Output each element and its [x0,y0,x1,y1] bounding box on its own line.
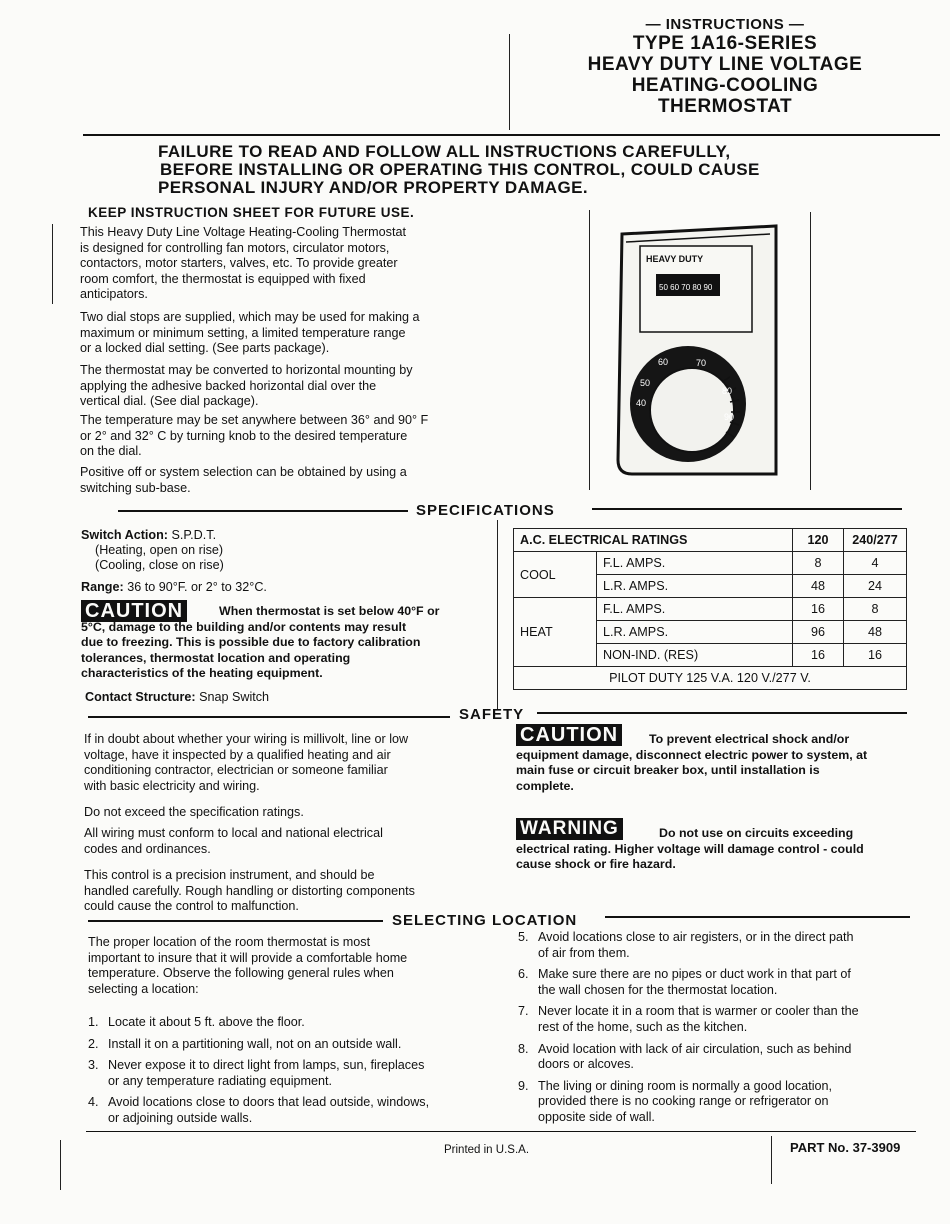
location-list-right [518,930,913,1132]
warning-text: Do not use on circuits exceeding electrical rating. Higher voltage will damage control - could cause shock or fire hazard. [516,826,864,872]
safety-rule-right [537,712,907,717]
table-cell: L.R. AMPS. [597,621,793,644]
safety-paragraph: If in doubt about whether your wiring is millivolt, line or low voltage, have it inspected by a qualified heating and air conditioning contractor, electrician or someone familiar with basic electricity and wiring. [84,732,409,793]
table-cell: 16 [793,644,844,667]
heat-label: HEAT [514,598,597,667]
table-cell: L.R. AMPS. [597,575,793,598]
failure-line: PERSONAL INJURY AND/OR PROPERTY DAMAGE. [158,178,588,197]
spec-divider [497,520,498,710]
safety-caution-badge: CAUTION [516,724,622,746]
location-intro: The proper location of the room thermostat is most important to insure that it will provide a comfortable home temperature. Observe the following general rules when selecting a location: [88,935,408,996]
thermostat-illustration [600,212,800,492]
contact-structure: Contact Structure: Snap Switch [85,690,270,704]
footer-divider [771,1136,772,1184]
switch-action: Switch Action: S.P.D.T. [81,528,217,542]
dial-mark: 60 [658,357,669,367]
location-rule-right [605,916,910,921]
list-item: 7. Never locate it in a room that is warmer or cooler than the rest of the home, such as the kitchen. [518,1004,859,1034]
table-cell: 24 [844,575,907,598]
title-line: HEATING-COOLING [631,75,819,96]
dial-mark: 80 [722,386,733,396]
document-header [560,16,890,117]
failure-warning [158,143,848,197]
table-cell: 48 [844,621,907,644]
cool-label: COOL [514,552,597,598]
table-cell: 8 [793,552,844,575]
pilot-duty: PILOT DUTY 125 V.A. 120 V./277 V. [514,667,907,690]
spec-rule-left [118,510,408,515]
table-row [514,552,907,575]
illustration-frame-right [810,212,811,490]
table-header-row [514,529,907,552]
warning-badge: WARNING [516,818,623,840]
keep-notice: KEEP INSTRUCTION SHEET FOR FUTURE USE. [88,205,415,220]
safety-paragraph: Do not exceed the specification ratings. [84,805,304,819]
table-row [514,598,907,621]
location-rule-left [88,920,383,925]
left-margin-line [52,224,53,304]
location-list-left [88,1015,483,1133]
table-row [514,667,907,690]
table-cell: 16 [793,598,844,621]
list-item: 9. The living or dining room is normally a good location, provided there is no cooking range or refrigerator on opposite side of wall. [518,1078,833,1124]
safety-heading: SAFETY [459,706,525,723]
intro-paragraph: The thermostat may be converted to horizontal mounting by applying the adhesive backed horizontal dial over the vertical dial. (See dial package). [80,363,413,409]
table-cell: F.L. AMPS. [597,552,793,575]
dial-mark: 50 [640,378,651,388]
table-cell: 4 [844,552,907,575]
failure-line: BEFORE INSTALLING OR OPERATING THIS CONTROL, COULD CAUSE [160,160,760,179]
list-item: 3. Never expose it to direct light from lamps, sun, fireplaces or any temperature radiating equipment. [88,1058,425,1088]
list-item: 8. Avoid location with lack of air circulation, such as behind doors or alcoves. [518,1041,852,1072]
dial-mark: 70 [696,358,707,368]
list-item: 2. Install it on a partitioning wall, not on an outside wall. [88,1036,402,1051]
table-header-cell: A.C. ELECTRICAL RATINGS [514,529,793,552]
header-divider [509,34,510,130]
device-brand-label: HEAVY DUTY [646,254,704,264]
dial-mark: 90 [724,412,735,422]
table-cell: 48 [793,575,844,598]
list-item: 4. Avoid locations close to doors that lead outside, windows, or adjoining outside walls. [88,1095,430,1125]
intro-paragraph: The temperature may be set anywhere between 36° and 90° F or 2° and 32° C by turning knob to the desired temperature on the dial. [80,413,429,459]
instructions-label: — INSTRUCTIONS — [645,16,805,33]
safety-paragraph: This control is a precision instrument, and should be handled carefully. Rough handling or distorting components could cause the control to malfunction. [84,868,415,914]
dial-mark: 40 [636,398,647,408]
table-cell: 96 [793,621,844,644]
ratings-table [513,528,907,690]
safety-paragraph: All wiring must conform to local and national electrical codes and ordinances. [84,826,383,856]
title-line: HEAVY DUTY LINE VOLTAGE [587,54,863,75]
safety-caution-text: To prevent electrical shock and/or equipment damage, disconnect electric power to system, at main fuse or circuit breaker box, until installation is complete. [516,732,868,793]
table-header-cell: 120 [793,529,844,552]
device-scale: 50 60 70 80 90 [659,283,713,292]
switch-cooling: (Cooling, close on rise) [95,558,224,572]
list-item: 1. Locate it about 5 ft. above the floor. [88,1015,305,1029]
left-margin-line-2 [60,1140,61,1190]
part-number: PART No. 37-3909 [790,1140,901,1155]
list-item: 6. Make sure there are no pipes or duct work in that part of the wall chosen for the thermostat location. [518,967,851,997]
table-cell: 8 [844,598,907,621]
illustration-frame-left [589,210,590,490]
switch-heating: (Heating, open on rise) [95,543,224,557]
caution-text: When thermostat is set below 40°F or 5°C, damage to the building and/or contents may result due to freezing. This is possible due to factory calibration tolerances, thermostat location and operating characteristics of the heating equipment. [81,604,440,681]
failure-line: FAILURE TO READ AND FOLLOW ALL INSTRUCTIONS CAREFULLY, [158,142,731,161]
table-cell: F.L. AMPS. [597,598,793,621]
list-item: 5. Avoid locations close to air registers, or in the direct path of air from them. [518,930,854,960]
header-rule [83,134,940,136]
table-header-cell: 240/277 [844,529,907,552]
location-heading: SELECTING LOCATION [392,912,578,929]
caution-badge: CAUTION [81,600,187,622]
table-cell: 16 [844,644,907,667]
spec-rule-right [592,508,902,513]
title-line: TYPE 1A16-SERIES [632,33,818,54]
intro-paragraph: Positive off or system selection can be obtained by using a switching sub-base. [80,465,407,495]
intro-paragraph: This Heavy Duty Line Voltage Heating-Cooling Thermostat is designed for controlling fan motors, circulator motors, contactors, motor starters, valves, etc. To provide greater room comfort, the thermostat is equipped with fixed anticipators. [80,225,406,302]
range: Range: 36 to 90°F. or 2° to 32°C. [81,580,267,594]
table-cell: NON-IND. (RES) [597,644,793,667]
title-line: THERMOSTAT [657,96,793,117]
safety-rule-left [88,716,450,721]
printed-in: Printed in U.S.A. [444,1144,530,1156]
intro-paragraph: Two dial stops are supplied, which may be used for making a maximum or minimum setting, a limited temperature range or a locked dial setting. (See parts package). [80,310,420,356]
specifications-heading: SPECIFICATIONS [416,502,555,519]
